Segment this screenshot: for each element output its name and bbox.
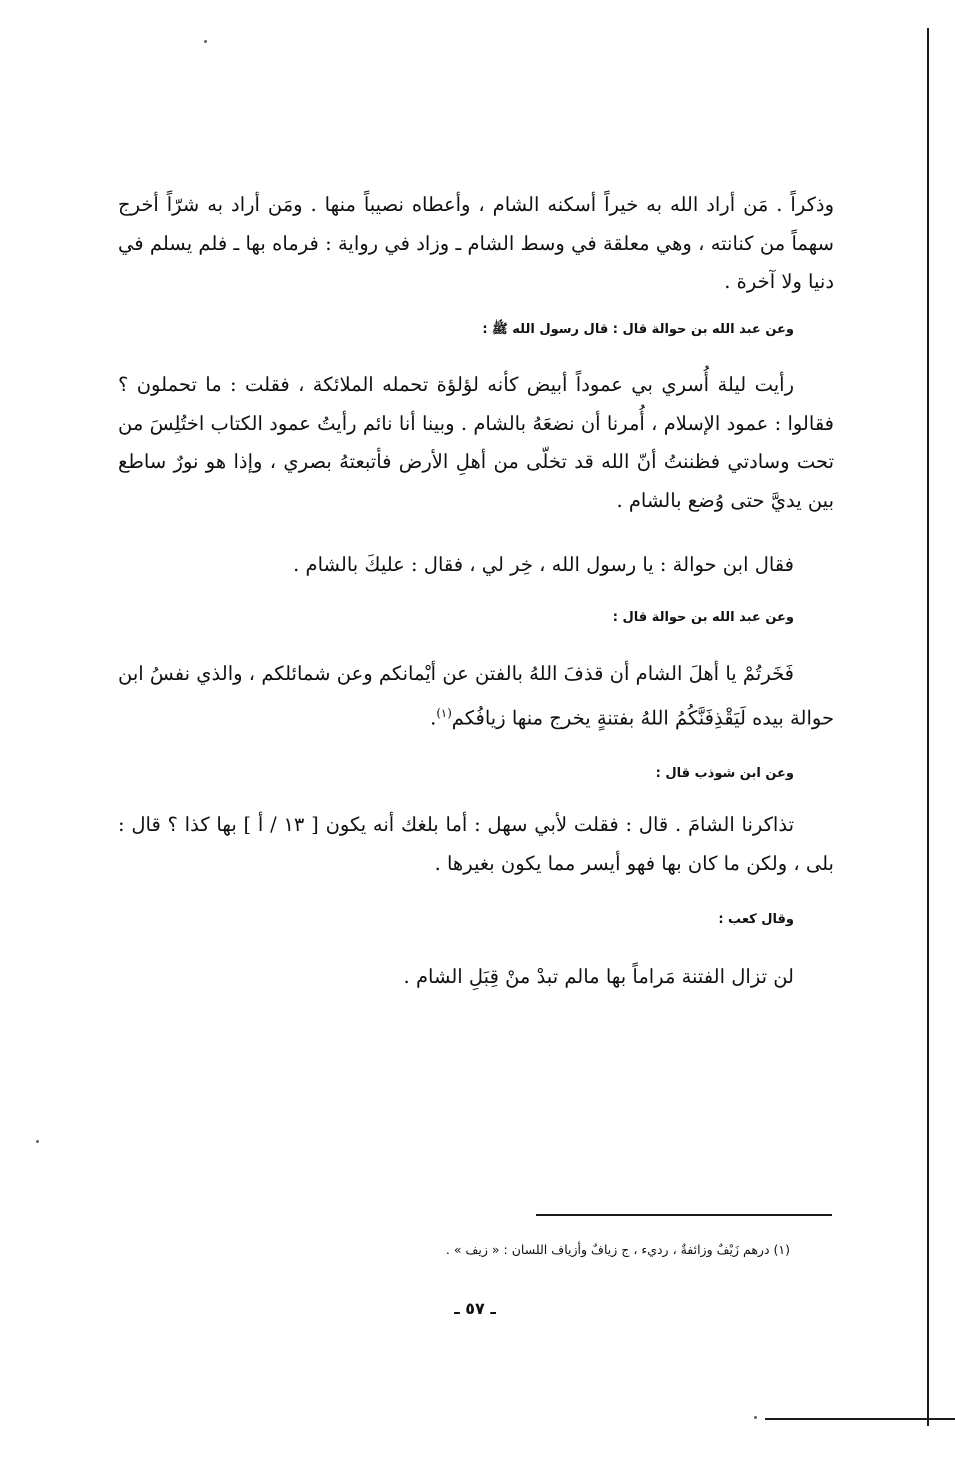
main-text-block-10 bbox=[118, 958, 834, 997]
paragraph-3: فقال ابن حوالة : يا رسول الله ، خِر لي ، فقال : عليكَ بالشام . bbox=[293, 553, 794, 576]
main-text-block-6 bbox=[118, 655, 834, 738]
main-text-block-2 bbox=[118, 320, 834, 340]
footnote: (١) درهم زَيْفٌ وزائفةٌ ، رديء ، ج زيافٌ وأزياف اللسان : « زيف » . bbox=[445, 1242, 790, 1257]
paragraph-6: لن تزال الفتنة مَراماً بها مالم تبدْ منْ قِبَلِ الشام . bbox=[403, 965, 794, 988]
paragraph-4-text: فَخَرتُمْ يا أهلَ الشام أن قذفَ اللهُ بالفتن عن أيْمانكم وعن شمائلكم ، والذي نفسُ ابن حوالة بيده لَيَقْذِفَنَّكُمُ اللهُ بفتنةٍ يخرج منها زيافُكم bbox=[118, 662, 834, 729]
main-text-block-9 bbox=[118, 910, 834, 930]
main-text-block-5 bbox=[118, 608, 834, 628]
paragraph-1: وذكراً . مَن أراد الله به خيراً أسكنه الشام ، وأعطاه نصيباً منها . ومَن أراد به شرّاً أخرج سهماً من كنانته ، وهي معلقة في وسط الشام ـ وزاد في رواية : فرماه بها ـ فلم يسلم في دنيا ولا آخرة . bbox=[118, 193, 834, 293]
main-text-block-3 bbox=[118, 366, 834, 520]
scan-speck bbox=[36, 1140, 39, 1143]
page-number: ـ ٥٧ ـ bbox=[454, 1299, 496, 1318]
main-text-block-7 bbox=[118, 764, 834, 784]
footnote-separator bbox=[536, 1214, 832, 1216]
narration-heading-2: وعن عبد الله بن حوالة قال : bbox=[612, 610, 794, 625]
narration-heading-1: وعن عبد الله بن حوالة قال : قال رسول الله ﷺ : bbox=[482, 322, 794, 337]
main-text-block-1 bbox=[118, 186, 834, 302]
footnote-reference: (١) bbox=[436, 705, 452, 720]
paragraph-2: رأيت ليلة أُسري بي عموداً أبيض كأنه لؤلؤة تحمله الملائكة ، فقلت : ما تحملون ؟ فقالوا : عمود الإسلام ، أُمرنا أن نضعَهُ بالشام . وبينا أنا نائم رأيتُ عمود الكتاب اختُلِسَ من تحت وسادتي فظننتُ أنّ الله قد تخلّى من أهلِ الأرض فأتبعتهُ بصري ، وإذا هو نورٌ ساطع بين يديَّ حتى وُضع بالشام . bbox=[118, 373, 834, 512]
narration-heading-3: وعن ابن شوذب قال : bbox=[655, 766, 794, 781]
page-edge-foot-line bbox=[765, 1418, 955, 1420]
page-edge-line bbox=[927, 28, 929, 1426]
narration-heading-4: وقال كعب : bbox=[718, 912, 794, 927]
main-text-block-4 bbox=[118, 546, 834, 585]
scan-speck bbox=[754, 1416, 757, 1419]
paragraph-5: تذاكرنا الشامَ . قال : فقلت لأبي سهل : أما بلغك أنه يكون [ ١٣ / أ ] بها كذا ؟ قال : بلى ، ولكن ما كان بها فهو أيسر مما يكون بغيرها . bbox=[118, 813, 834, 875]
main-text-block-8 bbox=[118, 806, 834, 883]
scan-speck bbox=[204, 40, 207, 43]
paragraph-4-end: . bbox=[430, 706, 437, 729]
paragraph-4 bbox=[118, 655, 834, 738]
